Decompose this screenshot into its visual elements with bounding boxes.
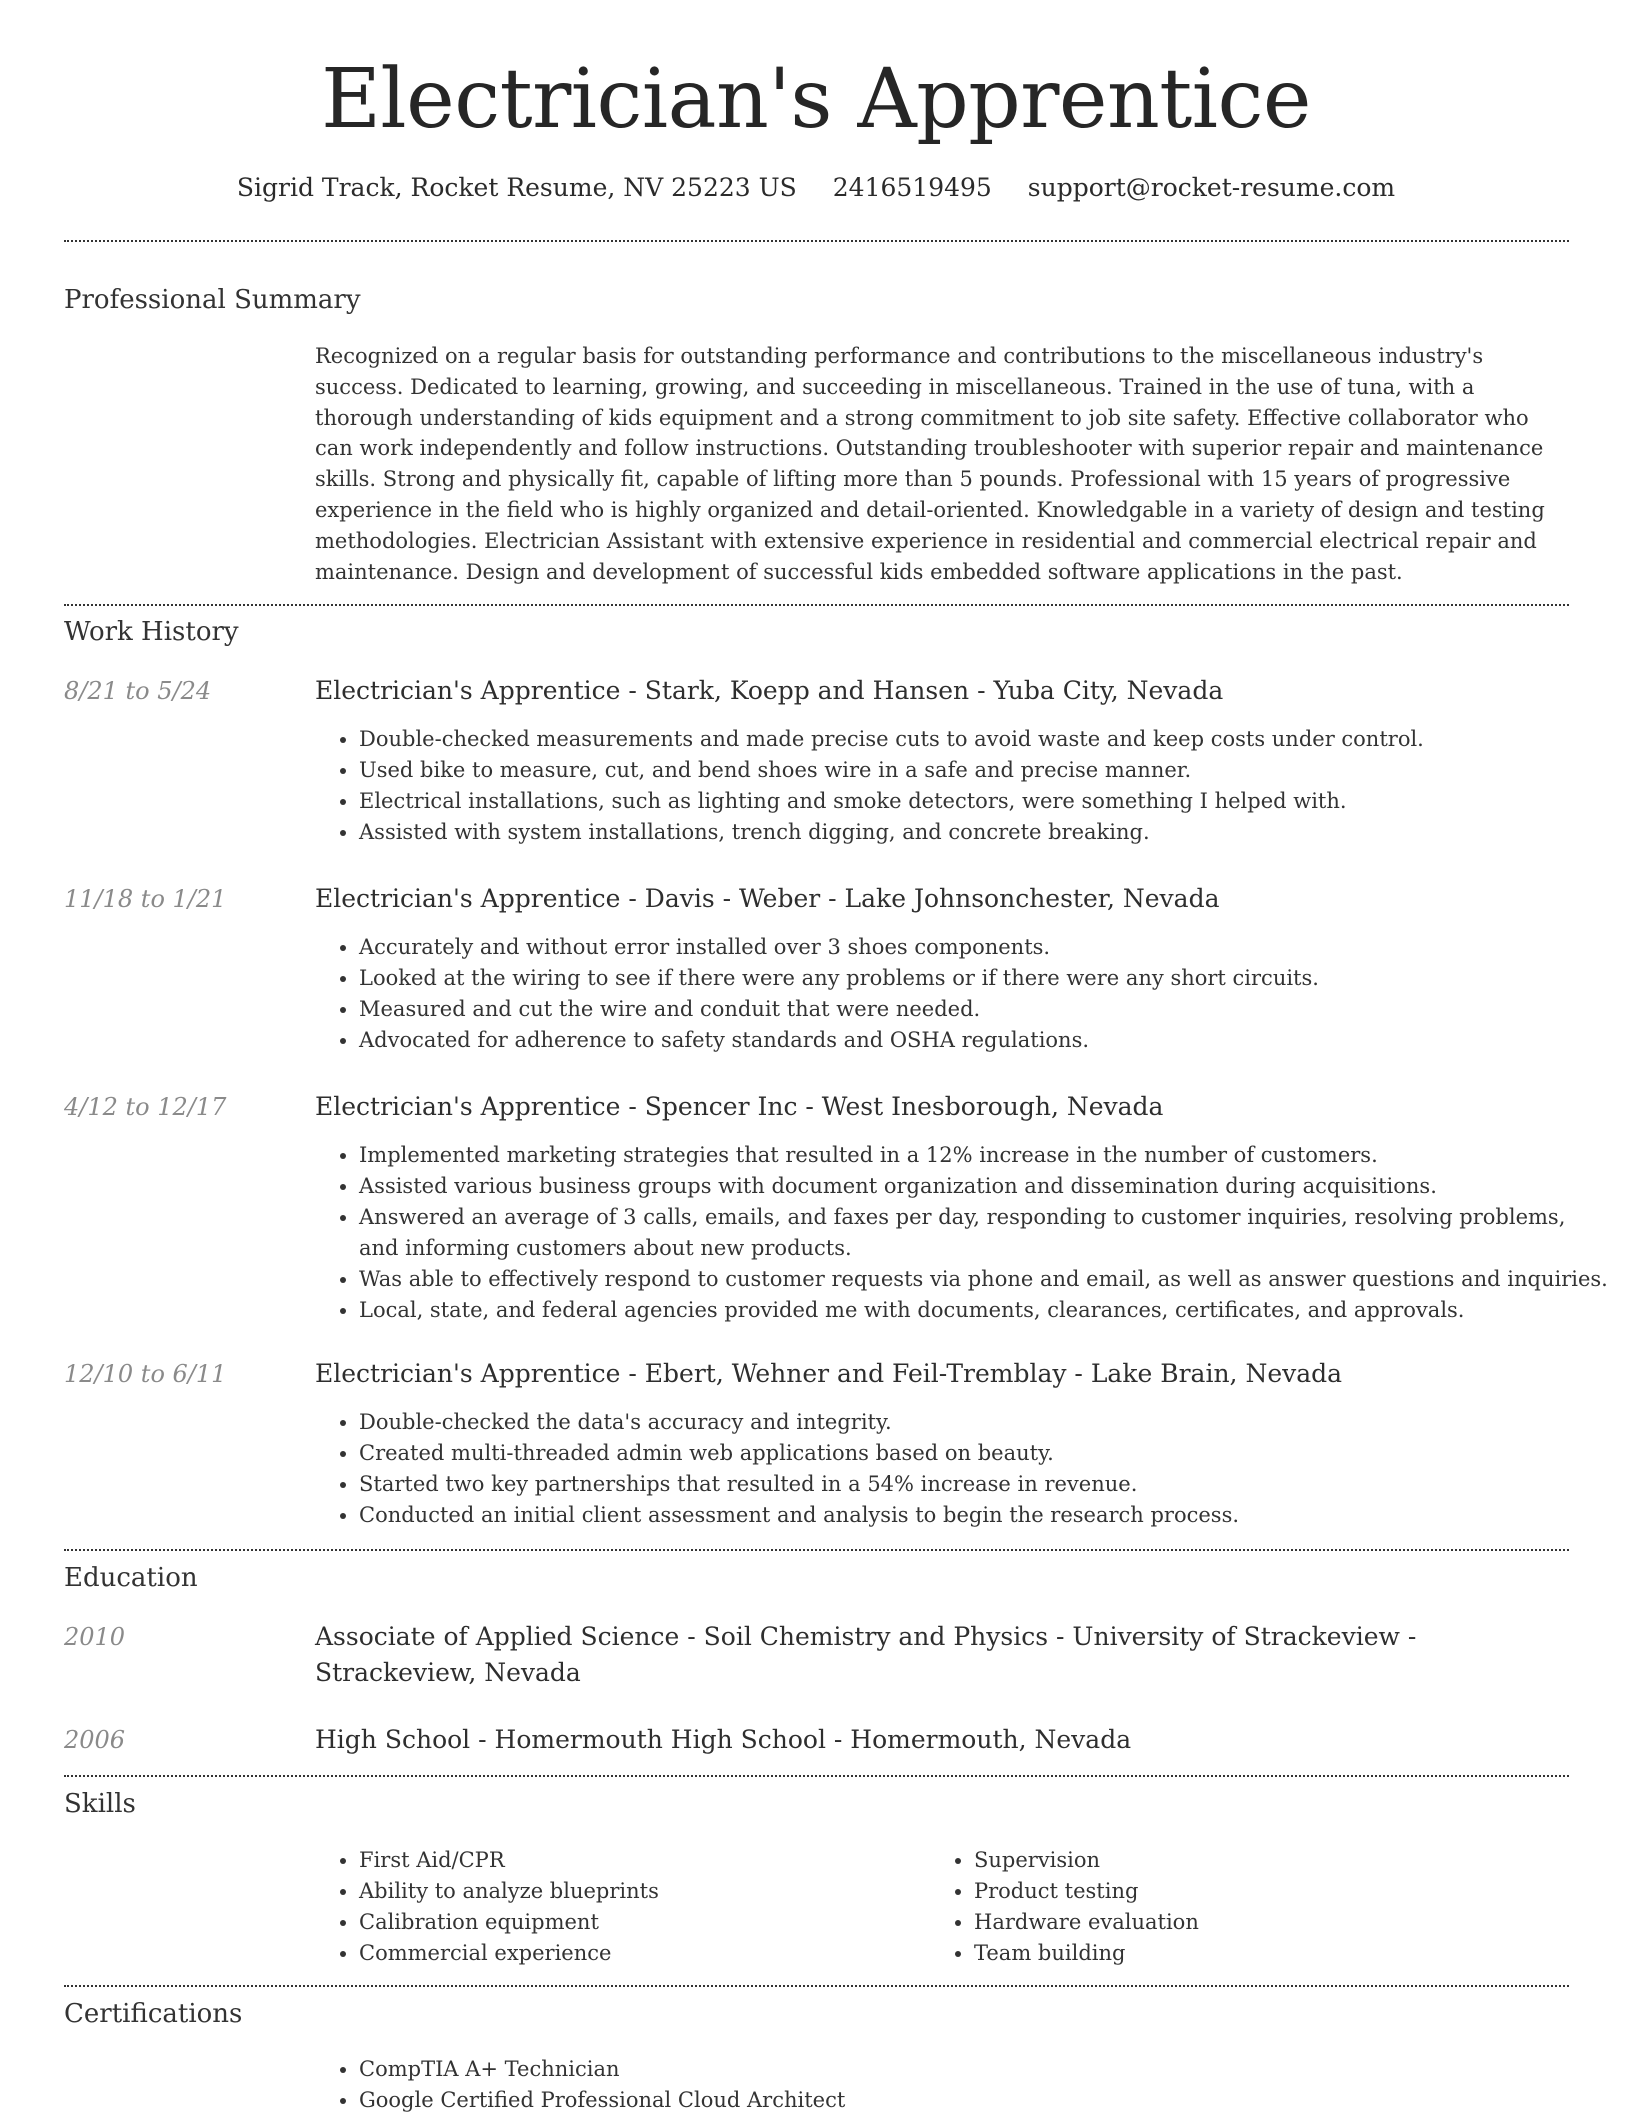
job-bullet: • Conducted an initial client assessment and analysis to begin the research process. bbox=[359, 1500, 1609, 1531]
work-history-heading: Work History bbox=[64, 617, 239, 647]
contact-phone: 2416519495 bbox=[832, 173, 992, 202]
education-title: High School - Homermouth High School - Homermouth, Nevada bbox=[315, 1725, 1132, 1754]
job-title: Electrician's Apprentice - Stark, Koepp and Hansen - Yuba City, Nevada bbox=[315, 676, 1224, 705]
skill-item: • Product testing bbox=[974, 1876, 1574, 1907]
skill-item: • Team building bbox=[974, 1938, 1574, 1969]
job-title: Electrician's Apprentice - Ebert, Wehner and Feil-Tremblay - Lake Brain, Nevada bbox=[315, 1359, 1343, 1388]
job-bullet: • Double-checked the data's accuracy and integrity. bbox=[359, 1407, 1609, 1438]
summary-text: Recognized on a regular basis for outstanding performance and contributions to the miscellaneous industry's success. Dedicated to learning, growing, and succeeding in miscellaneous. Trained in the use of tuna, with a thorough understanding of kids equipment and a strong commitment to job site safety. Effective collaborator who can work independently and follow instructions. Outstanding troubleshooter with superior repair and maintenance skills. Strong and physically fit, capable of lifting more than 5 pounds. Professional with 15 years of progressive experience in the field who is highly organized and detail-oriented. Knowledgable in a variety of design and testing methodologies. Electrician Assistant with extensive experience in residential and commercial electrical repair and maintenance. Design and development of successful kids embedded software applications in the past. bbox=[315, 344, 1545, 584]
section-divider bbox=[64, 1985, 1569, 1987]
job-dates: 12/10 to 6/11 bbox=[64, 1360, 227, 1388]
job-bullet-list bbox=[315, 932, 1609, 1056]
job-bullet: • Answered an average of 3 calls, emails, and faxes per day, responding to customer inquiries, resolving problems, and informing customers about new products. bbox=[359, 1202, 1609, 1264]
education-year: 2006 bbox=[64, 1726, 126, 1754]
skill-item: • Commercial experience bbox=[359, 1938, 959, 1969]
job-bullet: • Measured and cut the wire and conduit that were needed. bbox=[359, 994, 1609, 1025]
education-title: Associate of Applied Science - Soil Chemistry and Physics - University of Strackeview - Strackeview, Nevada bbox=[315, 1622, 1417, 1687]
job-bullet: • Assisted with system installations, trench digging, and concrete breaking. bbox=[359, 817, 1609, 848]
job-bullet: • Electrical installations, such as lighting and smoke detectors, were something I helped with. bbox=[359, 786, 1609, 817]
section-divider bbox=[64, 1549, 1569, 1551]
job-bullet: • Implemented marketing strategies that resulted in a 12% increase in the number of customers. bbox=[359, 1140, 1609, 1171]
section-divider bbox=[64, 604, 1569, 606]
contact-address: Sigrid Track, Rocket Resume, NV 25223 US bbox=[236, 173, 797, 202]
resume-name: Electrician's Apprentice bbox=[321, 52, 1311, 147]
skill-item: • Ability to analyze blueprints bbox=[359, 1876, 959, 1907]
certification-item: • CompTIA A+ Technician bbox=[359, 2054, 1609, 2085]
skill-item: • First Aid/CPR bbox=[359, 1845, 959, 1876]
job-dates: 4/12 to 12/17 bbox=[64, 1093, 227, 1121]
job-dates: 8/21 to 5/24 bbox=[64, 677, 212, 705]
certifications-heading: Certifications bbox=[64, 1999, 243, 2029]
job-bullet: • Was able to effectively respond to customer requests via phone and email, as well as answer questions and inquiries. bbox=[359, 1264, 1609, 1295]
job-bullet: • Local, state, and federal agencies provided me with documents, clearances, certificates, and approvals. bbox=[359, 1295, 1609, 1326]
job-bullet: • Started two key partnerships that resulted in a 54% increase in revenue. bbox=[359, 1469, 1609, 1500]
certifications-list bbox=[315, 2054, 1609, 2116]
summary-heading: Professional Summary bbox=[64, 285, 361, 315]
skills-heading: Skills bbox=[64, 1789, 136, 1819]
job-bullet: • Advocated for adherence to safety standards and OSHA regulations. bbox=[359, 1025, 1609, 1056]
job-bullet: • Used bike to measure, cut, and bend shoes wire in a safe and precise manner. bbox=[359, 755, 1609, 786]
skill-item: • Hardware evaluation bbox=[974, 1907, 1574, 1938]
skills-list-right bbox=[930, 1845, 1574, 1969]
education-heading: Education bbox=[64, 1563, 198, 1593]
job-bullet-list bbox=[315, 724, 1609, 848]
certification-item: • Google Certified Professional Cloud Architect bbox=[359, 2085, 1609, 2116]
skill-item: • Calibration equipment bbox=[359, 1907, 959, 1938]
job-bullet-list bbox=[315, 1407, 1609, 1531]
job-bullet: • Assisted various business groups with document organization and dissemination during acquisitions. bbox=[359, 1171, 1609, 1202]
job-bullet: • Created multi-threaded admin web applications based on beauty. bbox=[359, 1438, 1609, 1469]
job-bullet-list bbox=[315, 1140, 1609, 1326]
job-title: Electrician's Apprentice - Davis - Weber - Lake Johnsonchester, Nevada bbox=[315, 884, 1220, 913]
section-divider bbox=[64, 240, 1569, 242]
job-bullet: • Looked at the wiring to see if there were any problems or if there were any short circuits. bbox=[359, 963, 1609, 994]
section-divider bbox=[64, 1775, 1569, 1777]
skills-list-left bbox=[315, 1845, 959, 1969]
job-bullet: • Double-checked measurements and made precise cuts to avoid waste and keep costs under control. bbox=[359, 724, 1609, 755]
job-dates: 11/18 to 1/21 bbox=[64, 885, 227, 913]
contact-line bbox=[0, 170, 1632, 206]
job-bullet: • Accurately and without error installed over 3 shoes components. bbox=[359, 932, 1609, 963]
skill-item: • Supervision bbox=[974, 1845, 1574, 1876]
education-year: 2010 bbox=[64, 1623, 126, 1651]
job-title: Electrician's Apprentice - Spencer Inc - West Inesborough, Nevada bbox=[315, 1092, 1164, 1121]
contact-email: support@rocket-resume.com bbox=[1027, 173, 1396, 202]
